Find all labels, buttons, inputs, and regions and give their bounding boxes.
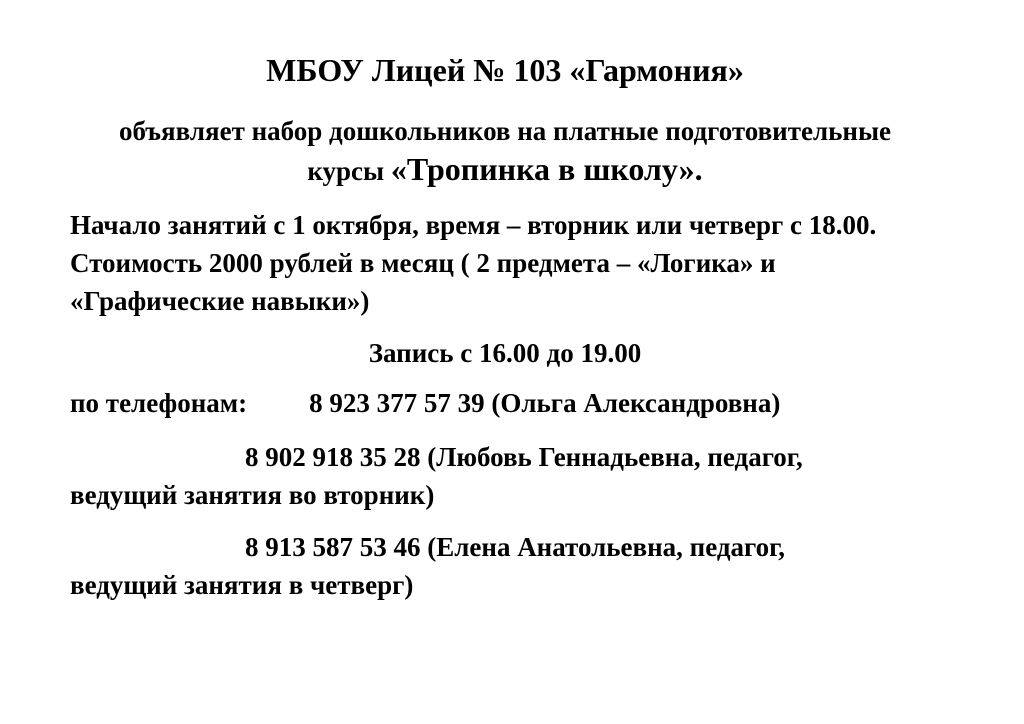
contacts-label: по телефонам:	[70, 388, 248, 418]
phone-number-2-line-1: 8 902 918 35 28 (Любовь Геннадьевна, педагог,	[245, 442, 803, 472]
phone-entry-2	[70, 438, 940, 514]
contacts-line	[70, 384, 940, 422]
intro-line-1: объявляет набор дошкольников на платные подготовительные	[118, 116, 892, 146]
page-title: МБОУ Лицей № 103 «Гармония»	[266, 52, 744, 88]
intro-paragraph	[70, 112, 940, 190]
details-line-1: Начало занятий с 1 октября, время – вторник или четверг с 18.00.	[70, 210, 877, 240]
registration-hours: Запись с 16.00 до 19.00	[368, 338, 642, 368]
details-line-2: Стоимость 2000 рублей в месяц ( 2 предмета – «Логика» и	[70, 248, 776, 278]
phone-entry-3	[70, 528, 940, 604]
course-name: «Тропинка в школу».	[390, 151, 703, 187]
details-line-3: «Графические навыки»)	[70, 286, 370, 316]
intro-line-2-prefix: курсы	[307, 156, 391, 186]
details-paragraph	[70, 206, 940, 320]
phone-number-3-line-1: 8 913 587 53 46 (Елена Анатольевна, педагог,	[245, 532, 786, 562]
phone-number-3-line-2: ведущий занятия в четверг)	[70, 570, 414, 600]
phone-number-1: 8 923 377 57 39 (Ольга Александровна)	[309, 388, 781, 418]
phone-number-2-line-2: ведущий занятия во вторник)	[70, 480, 435, 510]
